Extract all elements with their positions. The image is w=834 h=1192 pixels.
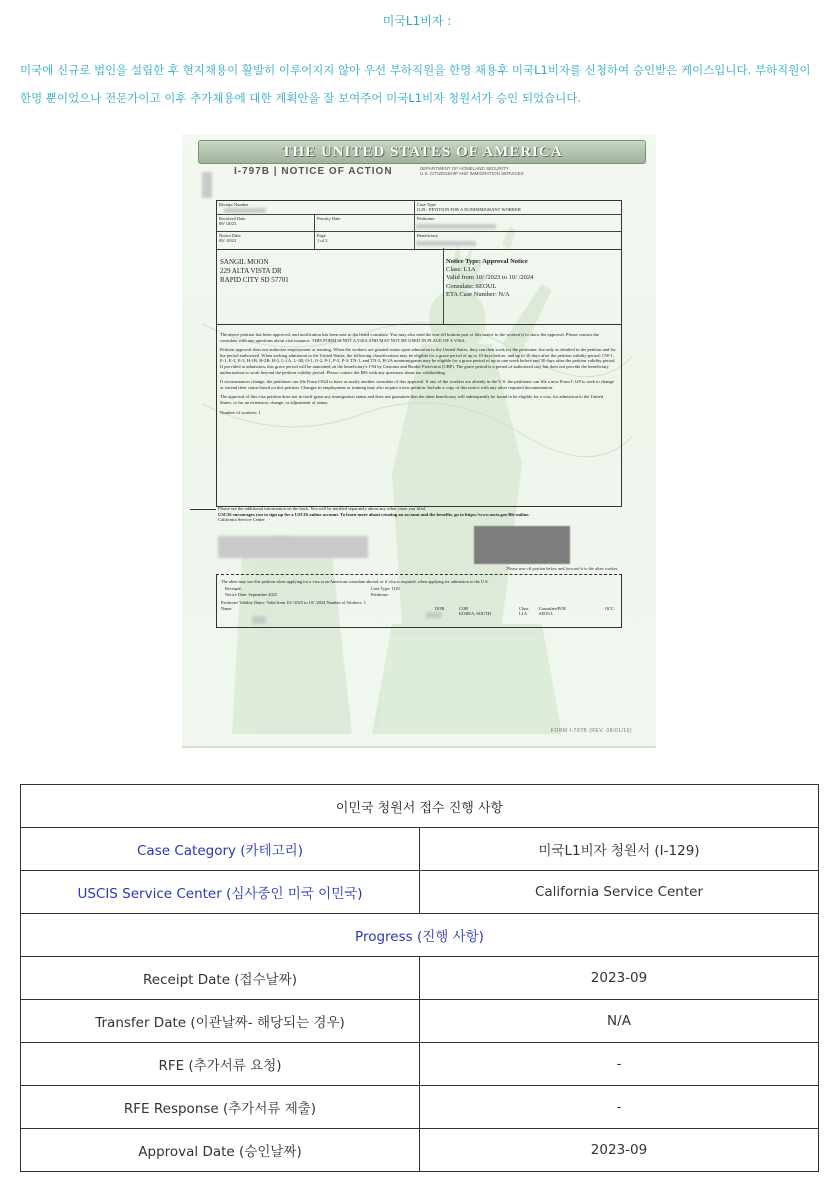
notice-footer: Please see the additional information on the back. You will be notified separately about any other cases you filed. USCIS encourages you to sign up for a USCIS online account. To learn more about creating an account and the benefits, go to https://www.uscis.gov/file-online. California Service Center	[218, 506, 530, 523]
mailing-address: SANGIL MOON 229 ALTA VISTA DR RAPID CITY SD 57701	[220, 258, 289, 284]
form-title: I-797B | NOTICE OF ACTION	[234, 166, 393, 177]
row-label: RFE (추가서류 요청)	[21, 1043, 420, 1086]
row-value: 2023-09	[420, 957, 819, 1000]
row-value: 미국L1비자 청원서 (I-129)	[420, 828, 819, 871]
table-row	[21, 957, 819, 1000]
progress-header: Progress (진행 사항)	[21, 914, 819, 957]
document-banner: THE UNITED STATES OF AMERICA	[198, 140, 646, 164]
petition-status-table	[20, 784, 819, 1172]
row-label: Case Category (카테고리)	[21, 828, 420, 871]
table-row	[21, 1043, 819, 1086]
table-row	[21, 871, 819, 914]
row-value: -	[420, 1043, 819, 1086]
table-row	[21, 1000, 819, 1043]
table-row	[21, 1086, 819, 1129]
table-row	[21, 828, 819, 871]
notice-header-grid: Receipt Number Case Type I129 - PETITION FOR A NONIMMIGRANT WORKER Received Date 09/ /2023 Priority Date Petitioner Notice Date 09/ /2023 Page 1 of 2 Beneficiary	[216, 200, 622, 250]
row-value: 2023-09	[420, 1129, 819, 1172]
tear-off-note: Please tear off portion below and forward it to the alien worker.	[506, 566, 618, 571]
row-label: RFE Response (추가서류 제출)	[21, 1086, 420, 1129]
notice-body-text: The above petition has been approved, and notification has been sent to the listed consulate. You may also send the tear-off bottom part of this notice to the worker(s) to show the approval. Please contact the consulate with any questions about visa issuance. THIS FORM IS NOT A VISA AND MAY NOT BE USED IN PLACE OF A VISA. Petition approval does not authorize employment or training. When the workers are granted status upon admission to the United States, they can then work for the petitioner, but only as detailed in the petition and for the period authorized. When seeking admission to the United States, the following classifications may be eligible for a grace period of up to 10 days before, and up to 10 days after the petition validity period: CW-1, E-1, E-2, E-3, H-1B, H-2B, H-3, L-1A, L-1B, O-1, O-2, P-1, P-2, P-3, TN-1, and TN-2, H-2A nonimmigrants may be eligible for a grace period of up to one week before and 30 days after the petition validity period. If provided at admission, this grace period will be annotated on the beneficiary's I-94 by Customs and Border Protection (CBP). The grace period is a period of authorized stay but does not provide the beneficiary authorization to work beyond the petition validity period. Please contact the IRS with any questions about tax withholding. If circumstances change, the petitioner can file Form I-824 to have us notify another consulate of this approval. If any of the workers are already in the U.S. the petitioner can file a new Form I-129 to seek to change or extend their status based on this petition. Changes in employment or training may also require a new petition. Include a copy of this notice with any other required documentation. The approval of this visa petition does not in itself grant any immigration status and does not guarantee that the alien beneficiary will subsequently be found to be eligible for a visa, for admission to the United States, or for an extension, change, or adjustment of status. Number of workers: 1	[220, 332, 616, 415]
approval-notice-image	[182, 134, 656, 748]
row-label: Transfer Date (이관날짜- 해당되는 경우)	[21, 1000, 420, 1043]
row-label: USCIS Service Center (심사중인 미국 이민국)	[21, 871, 420, 914]
notice-type-block: Notice Type: Approval Notice Class: L1A Valid from 10/ /2023 to 10/ /2024 Consulate: SEOUL ETA Case Number: N/A	[446, 258, 534, 298]
dhs-header: DEPARTMENT OF HOMELAND SECURITY U.S. CITIZENSHIP AND IMMIGRATION SERVICES	[420, 166, 524, 176]
row-value: N/A	[420, 1000, 819, 1043]
tear-off-stub: The alien may use this petition when applying for a visa at an American consulate abroad, or if visa is required, when applying for admission to the U.S. Receipt#: Case Type: I129 Notice Date: September 2023 Petitioner Petitioner Validity Dates: Valid from 10/ /2023 to 10/ /2024 Number of Workers: 1 Name DOB COB KOREA, SOUTH Class L1A Consulate/POE SEOUL OCC	[216, 574, 622, 628]
row-label: Approval Date (승인날짜)	[21, 1129, 420, 1172]
intro-text: 미국에 신규로 법인을 설립한 후 현지채용이 활발히 이루어지지 않아 우선 부하직원을 한명 채용후 미국L1비자를 신청하여 승인받은 케이스입니다. 부하직원이 한명 뿐이었으나 전문가이고 이후 추가채용에 대한 계획안을 잘 보여주어 미국L1비자 청원서가 승인 되었습니다.	[20, 63, 811, 105]
row-value: California Service Center	[420, 871, 819, 914]
table-row	[21, 1129, 819, 1172]
row-label: Receipt Date (접수날짜)	[21, 957, 420, 1000]
page-title: 미국L1비자 :	[382, 14, 452, 28]
form-footer: FORM I-797B (REV. 08/01/16)	[550, 728, 632, 734]
table-header: 이민국 청원서 접수 진행 사항	[21, 785, 819, 828]
row-value: -	[420, 1086, 819, 1129]
